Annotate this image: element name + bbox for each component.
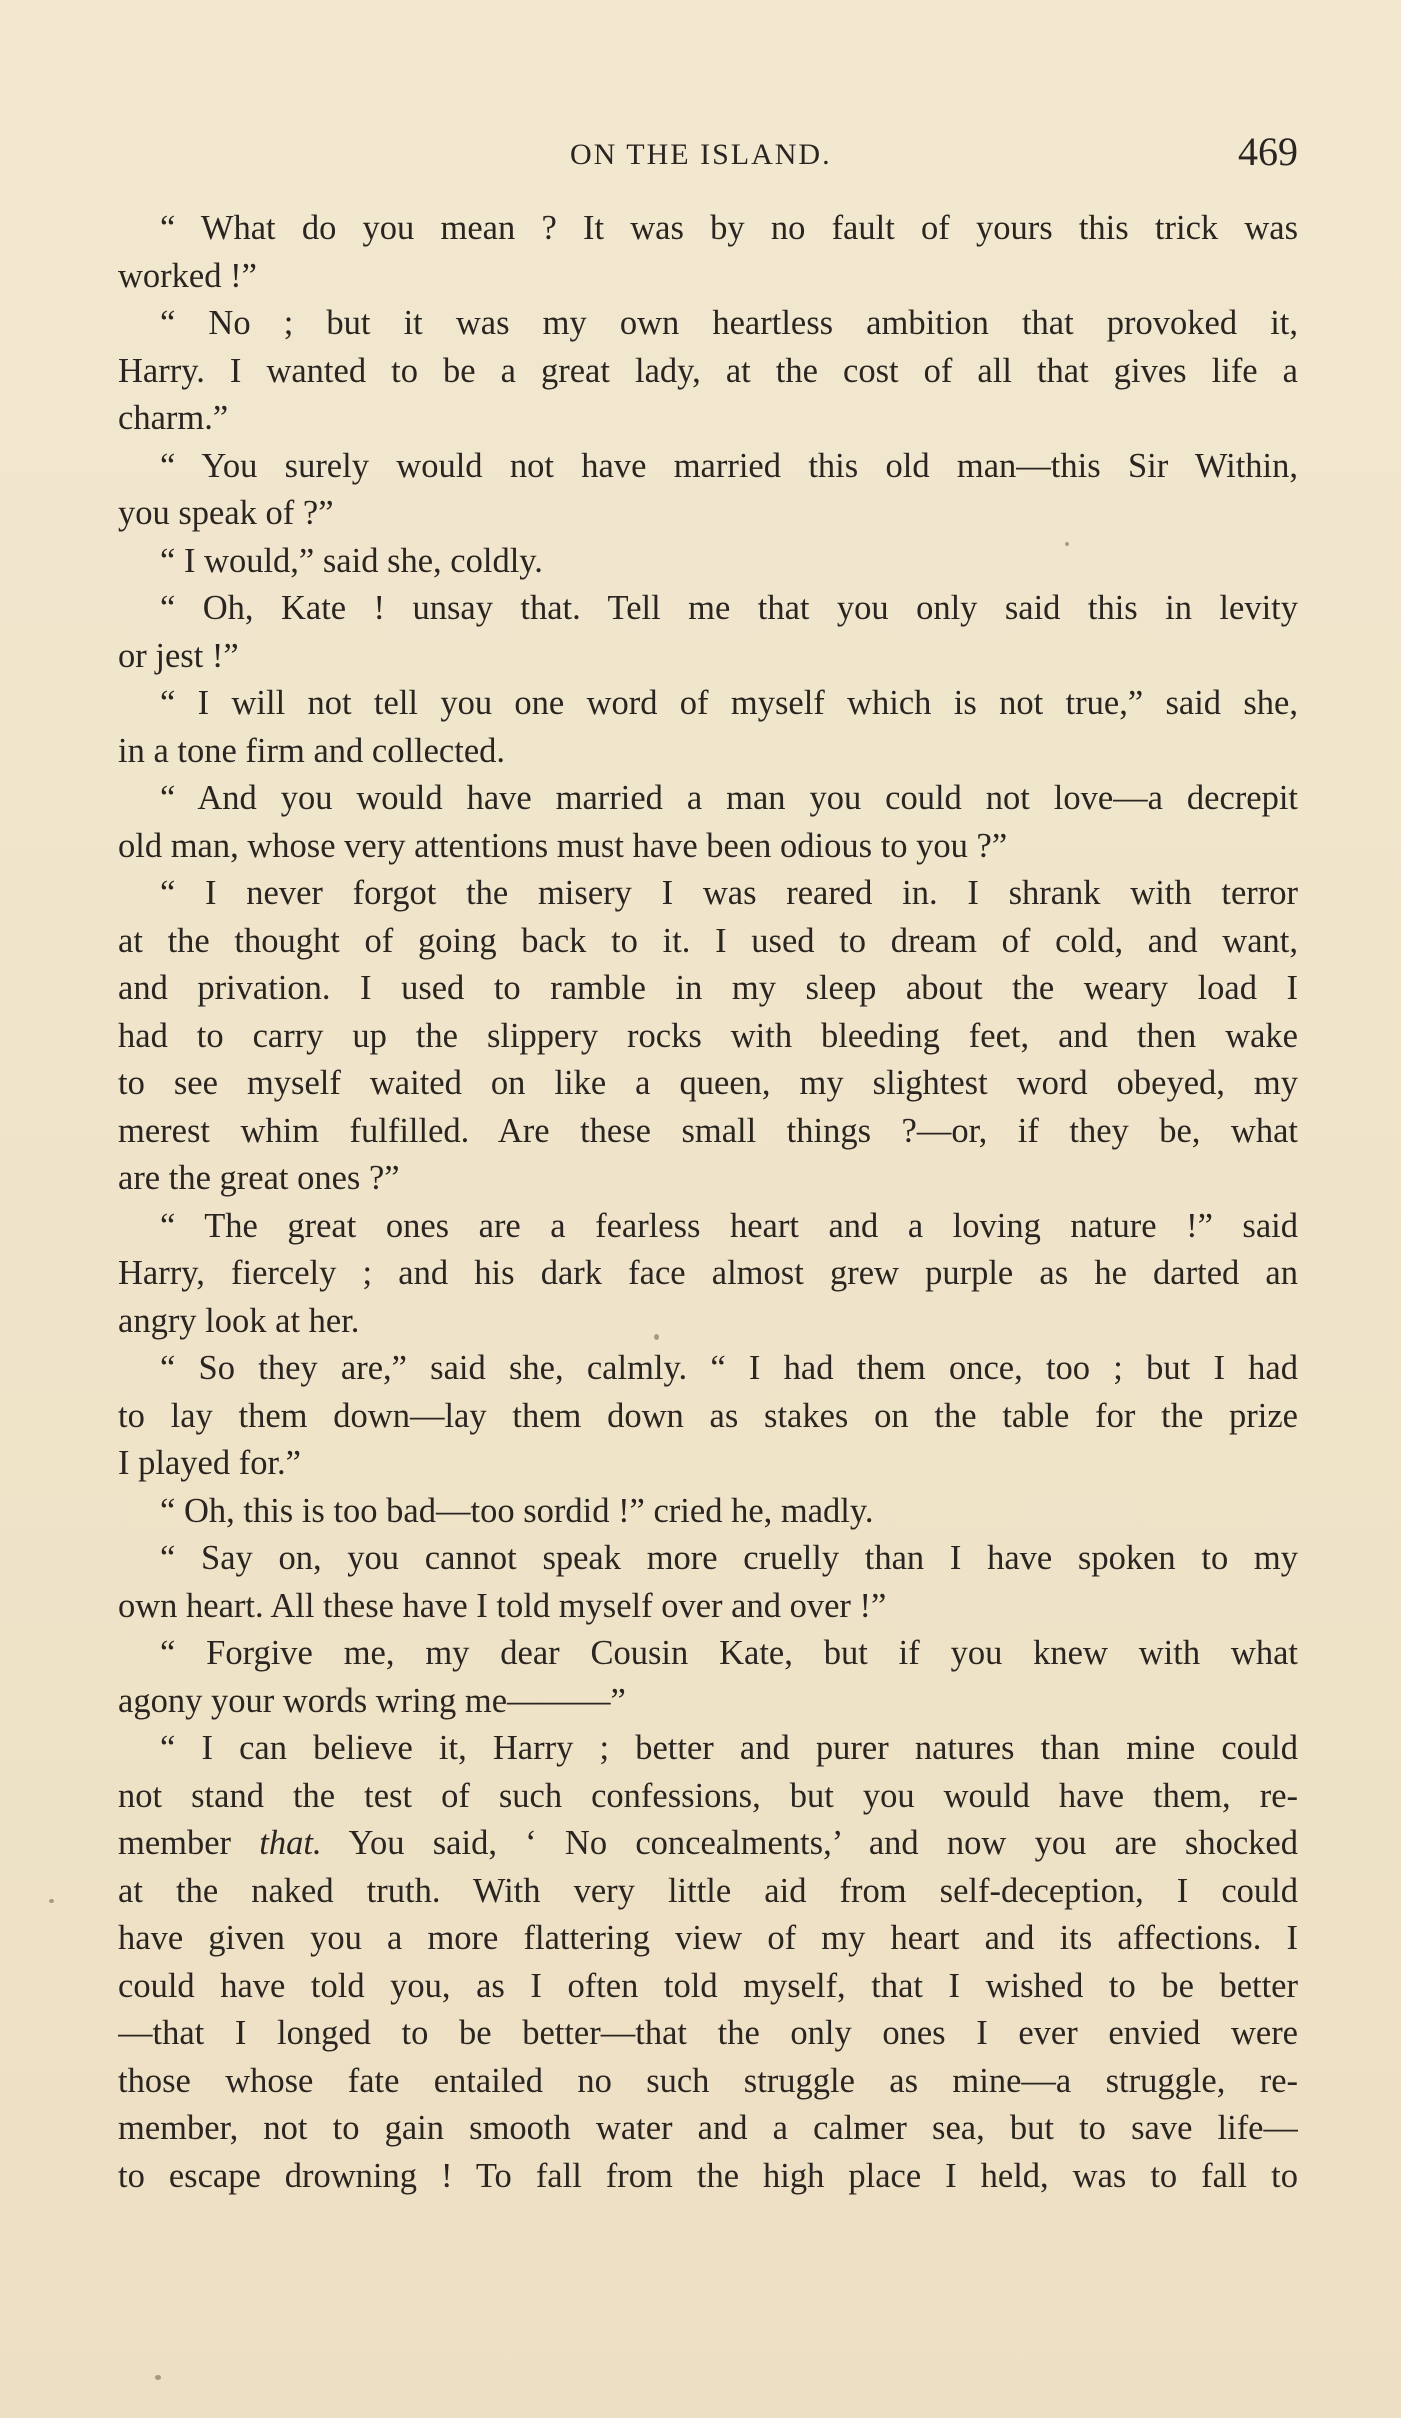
text-line: had to carry up the slippery rocks with bleeding feet, and then wake [118,1016,1298,1055]
text-line: angry look at her. [118,1301,360,1340]
text-line: “ The great ones are a fearless heart and a loving nature !” said [160,1206,1298,1245]
text-line: —that I longed to be better—that the only ones I ever envied were [118,2014,1298,2052]
body-text [118,205,1298,2200]
text-line: “ I can believe it, Harry ; better and purer natures than mine could [160,1729,1298,1767]
running-title: ON THE ISLAND. [570,138,832,171]
text-line: to see myself waited on like a queen, my slightest word obeyed, my [118,1064,1298,1102]
text-line: own heart. All these have I told myself over and over !” [118,1586,887,1625]
page-header [118,128,1298,188]
text-line: to lay them down—lay them down as stakes on the table for the prize [118,1396,1298,1435]
text-line: I played for.” [118,1444,301,1482]
text-line: “ Oh, this is too bad—too sordid !” cried he, madly. [160,1491,874,1530]
ink-speck [1065,542,1069,546]
text-line: member that. You said, ‘ No concealments,’ and now you are shocked [118,1824,1298,1862]
text-line: worked !” [118,256,257,295]
text-line: have given you a more flattering view of my heart and its affections. I [118,1919,1298,1957]
text-line: and privation. I used to ramble in my sleep about the weary load I [118,969,1298,1007]
text-line: those whose fate entailed no such struggle as mine—a struggle, re- [118,2061,1298,2100]
text-line: “ Forgive me, my dear Cousin Kate, but if you knew with what [160,1634,1298,1672]
text-line: “ And you would have married a man you could not love—a decrepit [160,779,1298,817]
text-line: at the naked truth. With very little aid from self-deception, I could [118,1871,1298,1910]
text-line: “ Oh, Kate ! unsay that. Tell me that you only said this in levity [160,589,1298,627]
text-line: “ No ; but it was my own heartless ambition that provoked it, [160,304,1298,342]
ink-speck [49,1899,54,1903]
text-line: you speak of ?” [118,494,334,532]
text-line: “ So they are,” said she, calmly. “ I had them once, too ; but I had [160,1349,1298,1387]
text-line: “ What do you mean ? It was by no fault of yours this trick was [160,209,1298,247]
text-line: could have told you, as I often told myself, that I wished to be better [118,1966,1298,2005]
text-line: “ I never forgot the misery I was reared in. I shrank with terror [160,874,1298,912]
text-line: “ You surely would not have married this old man—this Sir Within, [160,446,1298,485]
text-line: merest whim fulfilled. Are these small things ?—or, if they be, what [118,1111,1298,1150]
text-line: at the thought of going back to it. I used to dream of cold, and want, [118,921,1298,960]
ink-speck [155,2375,161,2380]
text-line: charm.” [118,399,229,437]
text-line: Harry. I wanted to be a great lady, at the cost of all that gives life a [118,351,1298,390]
ink-speck [654,1334,659,1340]
text-line: or jest !” [118,636,239,675]
text-line: are the great ones ?” [118,1159,400,1197]
text-line: “ Say on, you cannot speak more cruelly than I have spoken to my [160,1539,1298,1577]
text-line: to escape drowning ! To fall from the high place I held, was to fall to [118,2156,1298,2195]
text-line: Harry, fiercely ; and his dark face almost grew purple as he darted an [118,1254,1298,1292]
text-line: agony your words wring me———” [118,1681,626,1720]
page-number: 469 [1238,129,1298,174]
text-line: not stand the test of such confessions, but you would have them, re- [118,1776,1298,1815]
text-line: member, not to gain smooth water and a calmer sea, but to save life— [118,2109,1298,2147]
text-line: “ I would,” said she, coldly. [160,541,543,580]
text-line: in a tone firm and collected. [118,731,506,770]
text-line: “ I will not tell you one word of myself which is not true,” said she, [160,684,1298,722]
text-line: old man, whose very attentions must have been odious to you ?” [118,826,1008,865]
